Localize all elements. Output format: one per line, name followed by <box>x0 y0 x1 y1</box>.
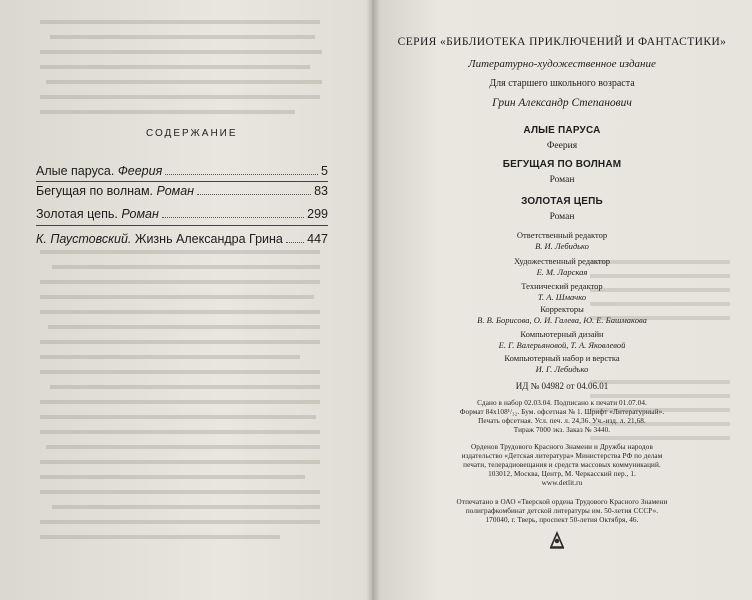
publisher-line: Орденов Трудового Красного Знамени и Дружбы народов <box>471 443 653 451</box>
work-title: АЛЫЕ ПАРУСА <box>523 125 601 136</box>
credit-names: Е. Г. Валерьяновой, Т. А. Яковлевой <box>498 340 626 350</box>
toc-entry <box>36 232 328 246</box>
toc-entry-page: 83 <box>314 184 328 198</box>
toc-divider <box>36 225 328 226</box>
printer-line: 170040, г. Тверь, проспект 50-летия Октября, 46. <box>485 516 639 524</box>
toc-entry-genre: Роман <box>121 207 159 221</box>
edition-type: Литературно-художественное издание <box>468 58 656 70</box>
print-info-line: Сдано в набор 02.03.04. Подписано к печати 01.07.04. <box>477 399 647 407</box>
credit-names: Т. А. Шмачко <box>537 292 587 302</box>
publisher-logo-icon <box>548 530 566 550</box>
toc-entry-author: К. Паустовский. <box>36 232 132 246</box>
toc-entry <box>36 164 328 178</box>
series-title: СЕРИЯ «БИБЛИОТЕКА ПРИКЛЮЧЕНИЙ И ФАНТАСТИКИ» <box>397 36 727 48</box>
printer-line: Отпечатано в ОАО «Тверской ордена Трудового Красного Знамени <box>456 498 668 506</box>
toc-leader-dots <box>162 217 304 218</box>
toc-entry-genre: Феерия <box>117 164 163 178</box>
publisher-line: 103012, Москва, Центр, М. Черкасский пер., 1. <box>488 470 636 478</box>
credit-names: В. И. Лебидько <box>535 241 589 251</box>
contents-heading: СОДЕРЖАНИЕ <box>146 128 238 139</box>
credit-role: Компьютерный набор и верстка <box>504 353 620 363</box>
audience-note: Для старшего школьного возраста <box>489 78 635 89</box>
print-info-line: Печать офсетная. Усл. печ. л. 24,36. Уч.-изд. л. 21,68. <box>478 417 646 425</box>
toc-entry-page: 299 <box>307 207 328 221</box>
work-title: БЕГУЩАЯ ПО ВОЛНАМ <box>502 159 622 170</box>
credit-role: Технический редактор <box>521 281 603 291</box>
credit-role: Корректоры <box>540 304 584 314</box>
credit-role: Ответственный редактор <box>516 230 608 240</box>
print-info-line: Тираж 7000 экз. Заказ № 3440. <box>513 426 611 434</box>
toc-leader-dots <box>197 194 311 195</box>
toc-divider <box>36 181 328 182</box>
credit-names: Е. М. Ларская <box>536 267 588 277</box>
toc-entry <box>36 207 328 221</box>
author-name: Грин Александр Степанович <box>492 97 632 109</box>
toc-entry-page: 5 <box>321 164 328 178</box>
work-genre: Феерия <box>546 141 578 151</box>
toc-entry-genre: Роман <box>156 184 195 198</box>
credit-role: Художественный редактор <box>513 256 611 266</box>
publisher-website: www.detlit.ru <box>541 479 583 487</box>
toc-leader-dots <box>165 174 318 175</box>
show-through-texture-left <box>40 20 340 565</box>
credit-role: Компьютерный дизайн <box>520 329 604 339</box>
work-genre: Роман <box>549 175 575 185</box>
work-genre: Роман <box>549 212 575 222</box>
toc-entry-title: Жизнь Александра Грина <box>134 232 283 246</box>
toc-entry <box>36 184 328 198</box>
toc-entry-title: Бегущая по волнам. <box>36 184 154 198</box>
publisher-line: издательство «Детская литература» Министерства РФ по делам <box>461 452 663 460</box>
printer-line: полиграфкомбинат детской литературы им. 50-летия СССР». <box>465 507 659 515</box>
toc-entry-page: 447 <box>307 232 328 246</box>
credit-names: В. В. Борисова, О. И. Галева, Ю. Е. Башмакова <box>477 315 647 325</box>
credit-names: И. Г. Лебидько <box>535 364 589 374</box>
print-info-line: Формат 84x108¹/₃₂. Бум. офсетная № 1. Шрифт «Литературный». <box>459 408 665 416</box>
toc-entry-title: Золотая цепь. <box>36 207 118 221</box>
license-number: ИД № 04982 от 04.06.01 <box>515 381 609 391</box>
toc-entry-title: Алые паруса. <box>36 164 115 178</box>
publisher-line: печати, телерадиовещания и средств массовых коммуникаций. <box>463 461 661 469</box>
work-title: ЗОЛОТАЯ ЦЕПЬ <box>521 196 603 207</box>
toc-leader-dots <box>286 242 304 243</box>
